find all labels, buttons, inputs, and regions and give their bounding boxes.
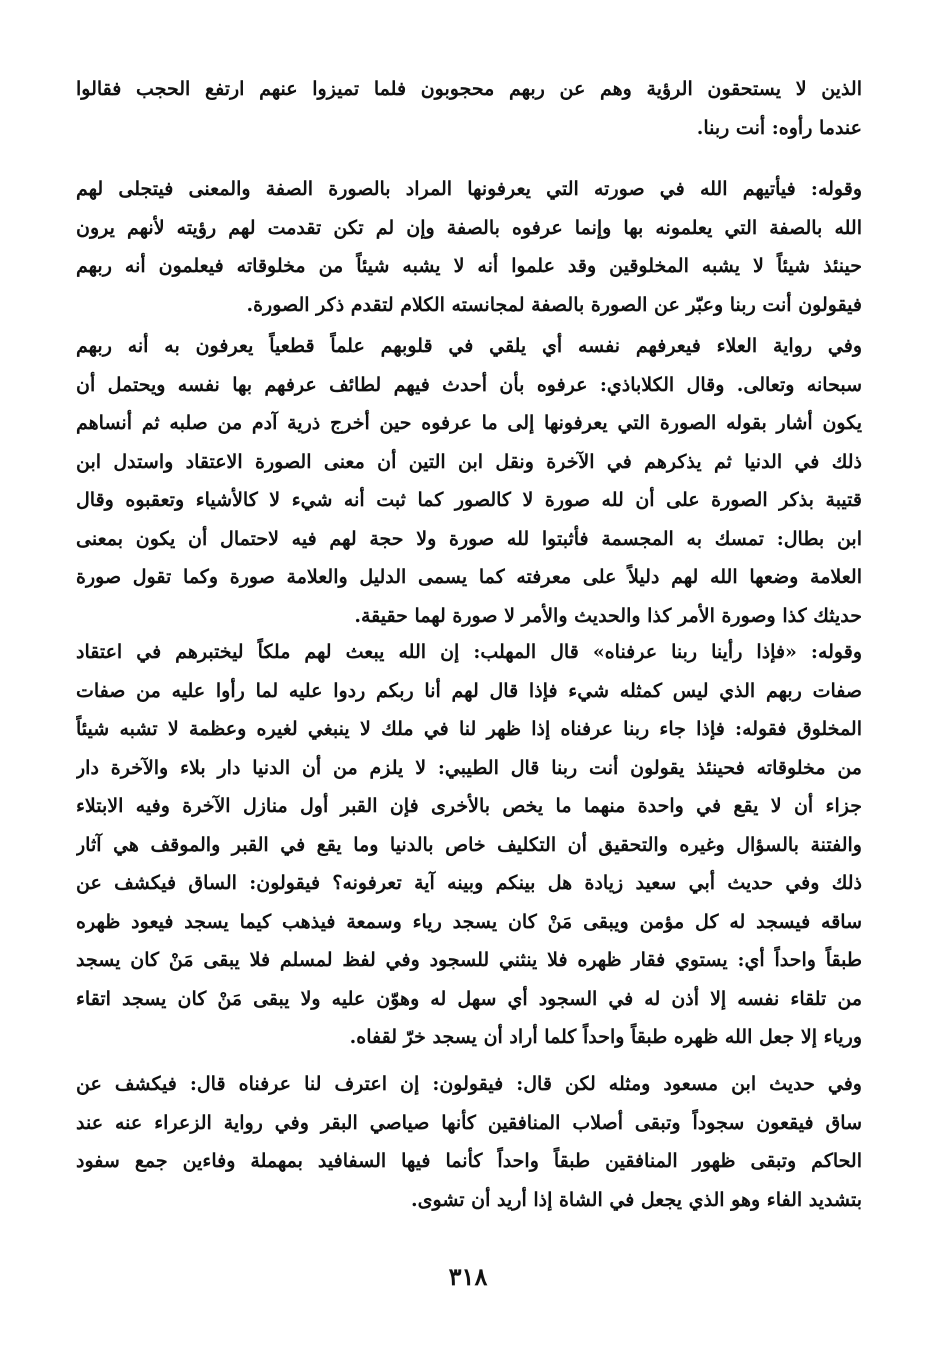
text-line: وفي حديث ابن مسعود ومثله لكن قال: فيقولون: إن اعترف لنا عرفناه قال: فيكشف عن bbox=[76, 1073, 862, 1095]
text-line: العلامة وضعها الله لهم دليلاً على معرفته كما يسمى الدليل والعلامة صورة وكما تقول صورة bbox=[76, 566, 862, 588]
paragraph-3 bbox=[76, 327, 862, 635]
text-line: قتيبة بذكر الصورة على أن لله صورة لا كالصور كما ثبت أنه شيء لا كالأشياء وتعقبوه وقال bbox=[76, 489, 862, 511]
text-line: ورياء إلا جعل الله ظهره طبقاً واحداً كلما أراد أن يسجد خرّ لقفاه. bbox=[349, 1026, 862, 1048]
paragraph-2 bbox=[76, 170, 862, 324]
text-line: عندما رأوه: أنت ربنا. bbox=[696, 116, 862, 139]
text-line: وقوله: «فإذا رأينا ربنا عرفناه» قال المهلب: إن الله يبعث لهم ملكاً ليختبرهم في اعتقاد bbox=[76, 641, 862, 663]
text-line: من تلقاء نفسه إلا أذن له في السجود أي سهل له وهوّن عليه ولا يبقى مَنْ كان يسجد اتقاء bbox=[76, 987, 862, 1010]
text-line: يكون أشار بقوله الصورة التي يعرفونها إلى ما عرفوه حين أخرج ذرية آدم من صلبه ثم أنساهم bbox=[76, 412, 862, 434]
text-line: ذلك وفي حديث أبي سعيد زيادة هل بينكم وبينه آية تعرفونه؟ فيقولون: الساق فيكشف عن bbox=[76, 872, 862, 894]
text-line: وفي رواية العلاء فيعرفهم نفسه أي يلقي في قلوبهم علماً قطعياً يعرفون به أنه ربهم bbox=[76, 335, 862, 357]
text-line: حينئذ شيئاً لا يشبه المخلوقين وقد علموا أنه لا يشبه شيئاً من مخلوقاته فيعلمون أنه ربهم bbox=[76, 255, 862, 277]
page-number: ٣١٨ bbox=[448, 1262, 488, 1291]
text-line: سبحانه وتعالى. وقال الكلاباذي: عرفوه بأن أحدث فيهم لطائف عرفهم بها نفسه ويحتمل أن bbox=[76, 373, 862, 396]
text-line: ساقه فيسجد له كل مؤمن ويبقى مَنْ كان يسجد رياء وسمعة فيذهب كيما يسجد فيعود ظهره bbox=[76, 910, 862, 933]
text-line: حديثك كذا وصورة الأمر كذا والحديث والأمر لا صورة لهما حقيقة. bbox=[354, 604, 862, 627]
text-line: وقوله: فيأتيهم الله في صورته التي يعرفونها المراد بالصورة الصفة والمعنى فيتجلى لهم bbox=[76, 178, 862, 200]
text-line: الحاكم وتبقى ظهور المنافقين طبقاً واحداً كأنما فيها السفافيد بمهملة وفاءين جمع سفود bbox=[76, 1150, 862, 1172]
text-line: ابن بطال: تمسك به المجسمة فأثبتوا لله صورة ولا حجة لهم فيه لاحتمال أن يكون بمعنى bbox=[76, 527, 862, 550]
text-line: طبقاً واحداً أي: يستوي فقار ظهره فلا ينثني للسجود وفي لفظ لمسلم فلا يبقى مَنْ كان يسجد bbox=[76, 949, 862, 971]
paragraph-5 bbox=[76, 1065, 862, 1219]
text-line: المخلوق فقوله: فإذا جاء ربنا عرفناه إذا ظهر لنا في ملك لا ينبغي لغيره وعظمة لا تشبه شيئاً bbox=[76, 718, 862, 740]
text-line: من مخلوقاته فحينئذ يقولون أنت ربنا قال الطيبي: لا يلزم من أن الدنيا دار بلاء والآخرة دار bbox=[76, 756, 862, 779]
text-line: ذلك في الدنيا ثم يذكرهم في الآخرة ونقل ابن التين أن معنى الصورة الاعتقاد واستدل ابن bbox=[76, 450, 862, 473]
text-line: جزاء أن لا يقع في واحدة منهما ما يخص بالأخرى فإن القبر أول منازل الآخرة وفيه الابتلاء bbox=[76, 795, 862, 817]
text-line: ساق فيقعون سجوداً وتبقى أصلاب المنافقين كأنها صياصي البقر وفي رواية الزعراء عنه عند bbox=[76, 1111, 862, 1134]
text-line: والفتنة بالسؤال وغيره والتحقيق أن التكليف خاص بالدنيا وما يقع في القبر والموقف هي آثار bbox=[76, 833, 862, 856]
paragraph-4 bbox=[76, 633, 862, 1057]
text-line: صفات ربهم الذي ليس كمثله شيء فإذا قال لهم أنا ربكم ردوا عليه لما رأوا عليه من صفات bbox=[76, 679, 862, 702]
text-line: الذين لا يستحقون الرؤية وهم عن ربهم محجوبون فلما تميزوا عنهم ارتفع الحجب فقالوا bbox=[76, 78, 862, 100]
text-line: الله بالصفة التي يعلمونه بها وإنما عرفوه بالصفة وإن لم تكن تقدمت لهم رؤيته لأنهم يرون bbox=[76, 216, 862, 239]
paragraph-1 bbox=[76, 70, 862, 147]
text-line: بتشديد الفاء وهو الذي يجعل في الشاة إذا أريد أن تشوى. bbox=[411, 1188, 862, 1211]
text-line: فيقولون أنت ربنا وعبّر عن الصورة بالصفة لمجانسته الكلام لتقدم ذكر الصورة. bbox=[246, 293, 862, 316]
